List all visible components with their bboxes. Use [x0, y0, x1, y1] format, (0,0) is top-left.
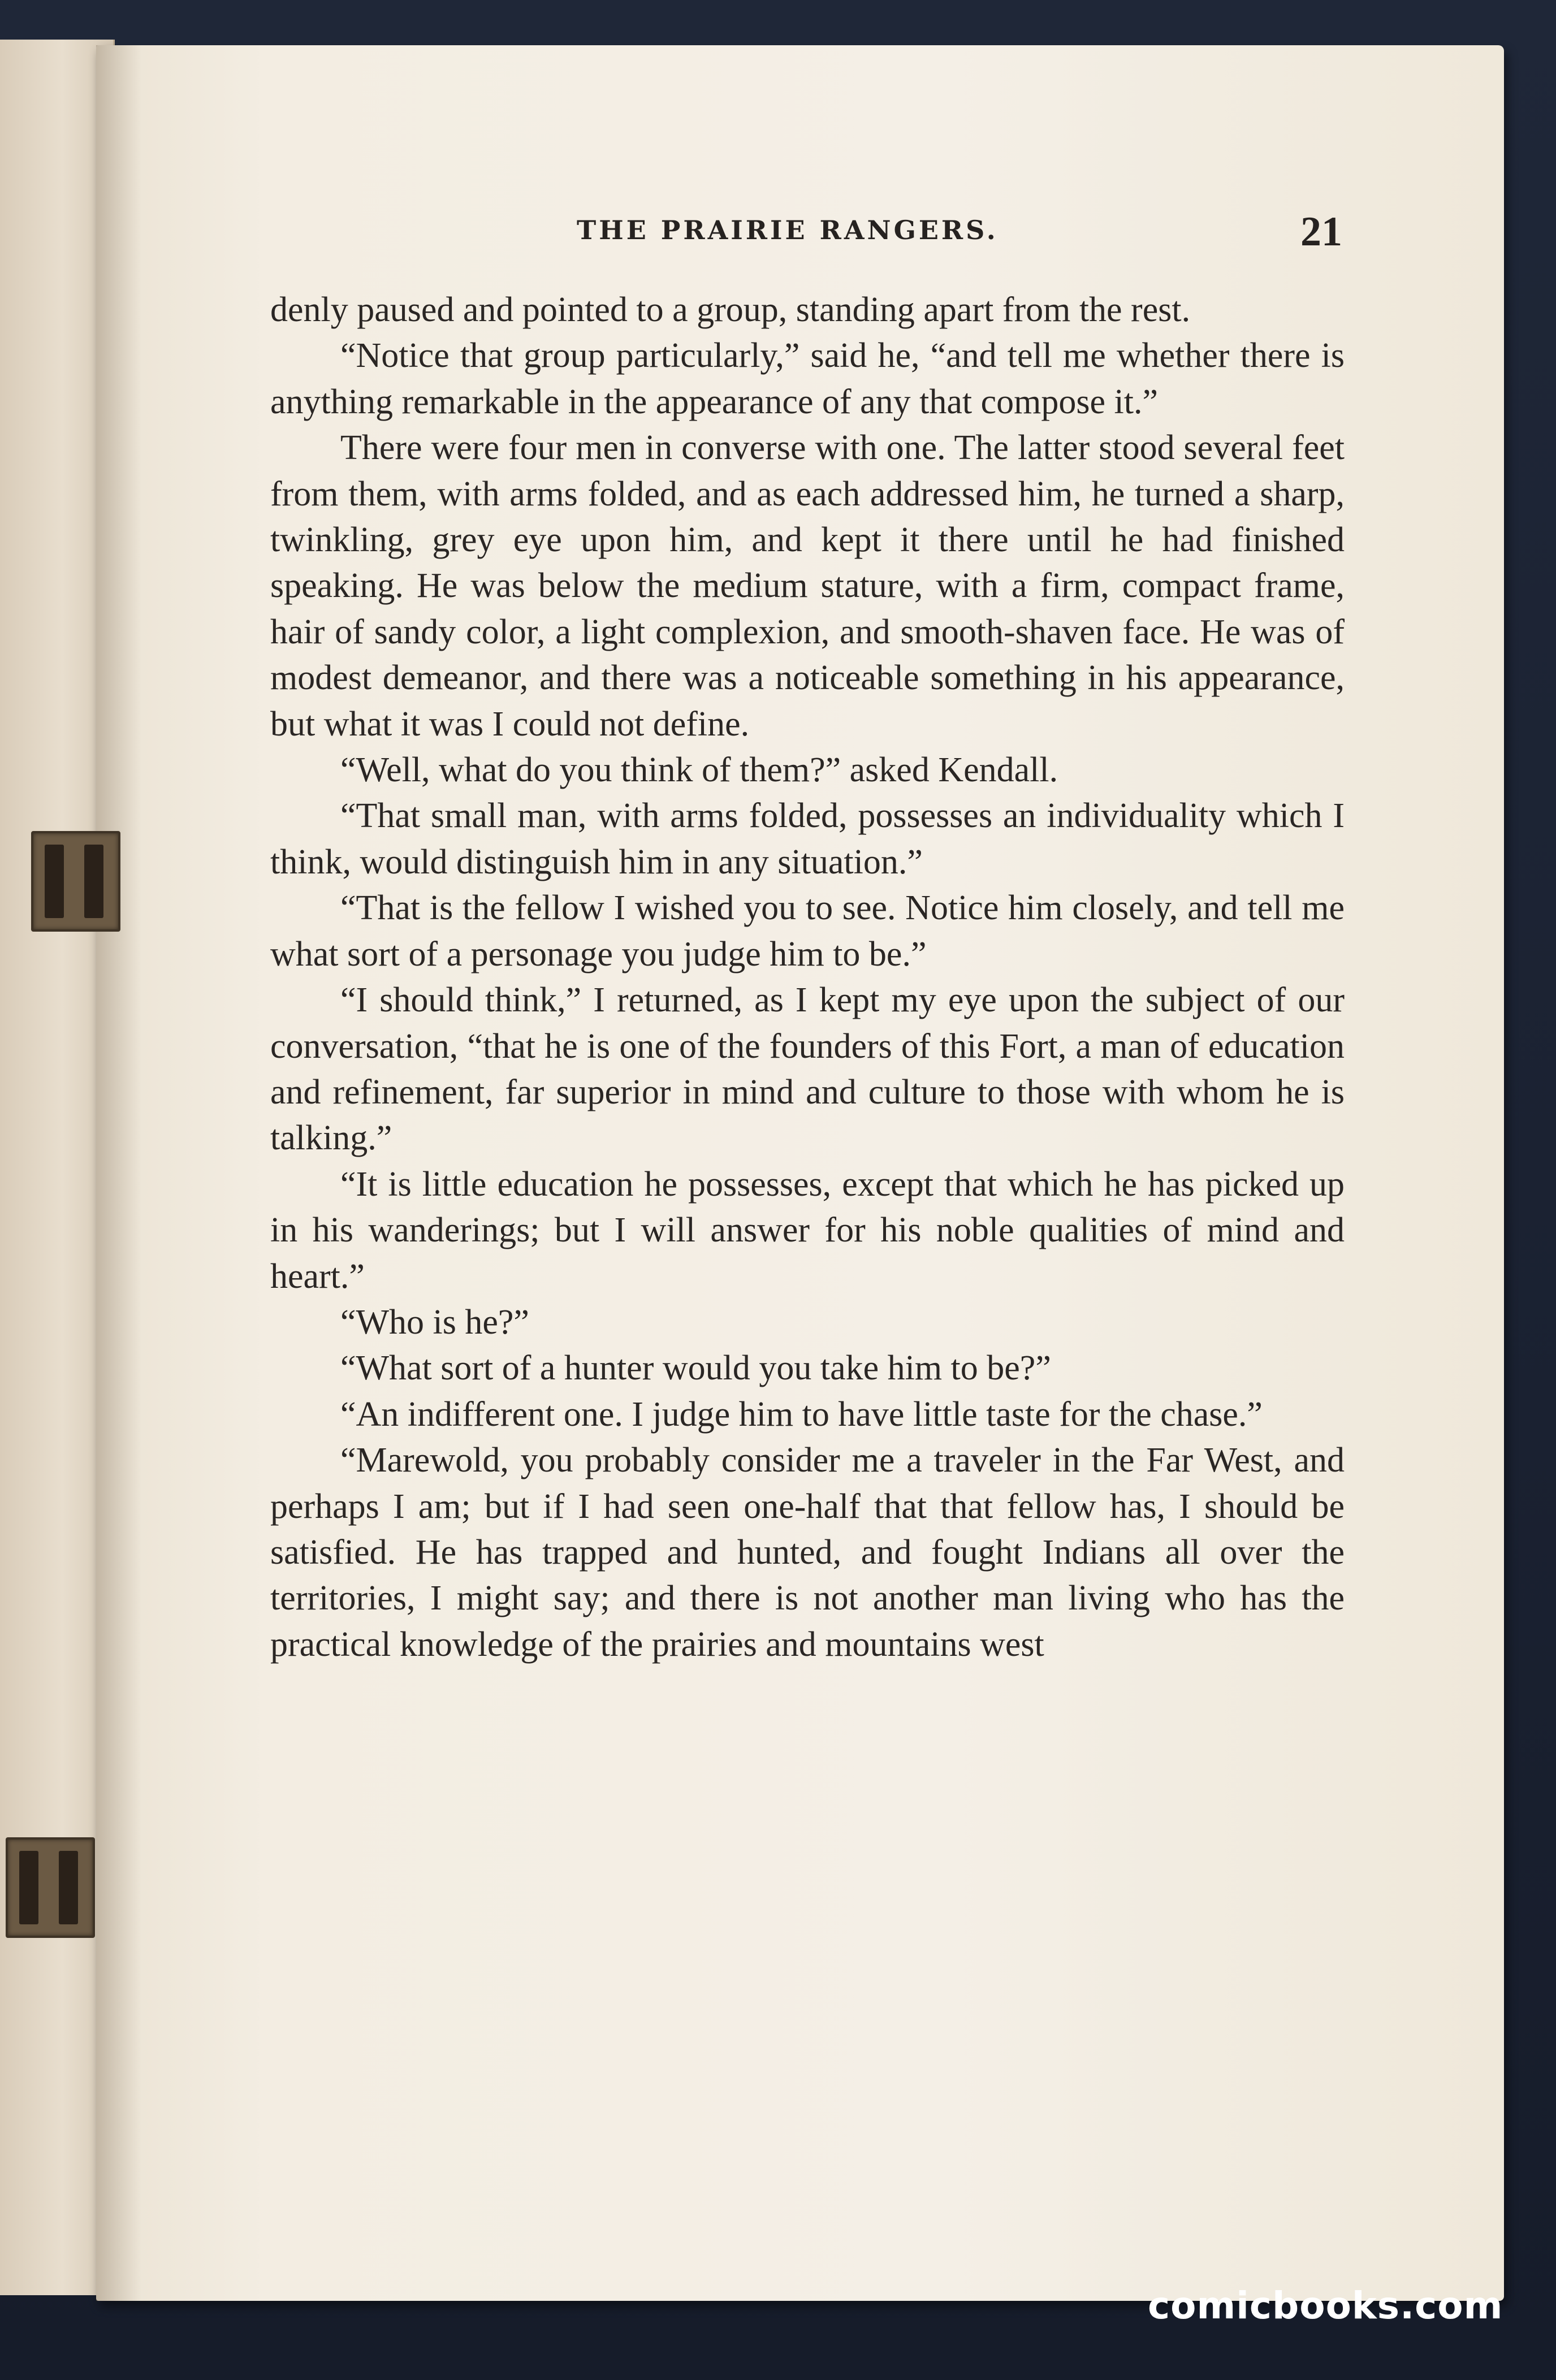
gutter-shadow [96, 45, 141, 2301]
paragraph: “Notice that group particularly,” said he, “and tell me whether there is anything remarkable in the appearance of any that compose it.” [270, 336, 1345, 421]
page-number: 21 [1300, 209, 1342, 255]
paragraph: “That small man, with arms folded, possesses an individuality which I think, would distinguish him in any situation.” [270, 797, 1345, 881]
paragraph: “An indifferent one. I judge him to have little taste for the chase.” [340, 1395, 1263, 1434]
paragraph: “Who is he?” [340, 1302, 529, 1342]
binding-staple-top [31, 831, 120, 932]
paragraph: “It is little education he possesses, except that which he has picked up in his wanderings; but I will answer for his noble qualities of mind and heart.” [270, 1165, 1345, 1296]
site-watermark: comicbooks.com [1148, 2284, 1503, 2327]
paragraph: There were four men in converse with one. The latter stood several feet from them, with arms folded, and as each addressed him, he turned a sharp, twinkling, grey eye upon him, and kept it there until he had finished speaking. He was below the medium stature, with a firm, compact frame, hair of sandy color, a light complexion, and smooth-shaven face. He was of modest demeanor, and there was a noticeable something in his appearance, but what it was I could not define. [270, 429, 1345, 743]
paragraph: “Marewold, you probably consider me a traveler in the Far West, and perhaps I am; but if I had seen one-half that that fellow has, I should be satisfied. He has trapped and hunted, and fought Indians all over the territories, I might say; and there is not another man living who has the practical knowledge of the prairies and mountains west [270, 1441, 1345, 1664]
body-text [270, 287, 1345, 1668]
binding-staple-bottom [6, 1837, 95, 1938]
paragraph: “That is the fellow I wished you to see. Notice him closely, and tell me what sort of a personage you judge him to be.” [270, 889, 1345, 973]
paragraph: “Well, what do you think of them?” asked Kendall. [340, 751, 1058, 790]
paragraph: denly paused and pointed to a group, standing apart from the rest. [270, 291, 1191, 329]
paragraph: “What sort of a hunter would you take him to be?” [340, 1349, 1051, 1388]
running-head-title: THE PRAIRIE RANGERS. [577, 215, 999, 245]
paragraph: “I should think,” I returned, as I kept my eye upon the subject of our conversation, “that he is one of the founders of this Fort, a man of education and refinement, far superior in mind and culture to those with whom he is talking.” [270, 981, 1345, 1158]
